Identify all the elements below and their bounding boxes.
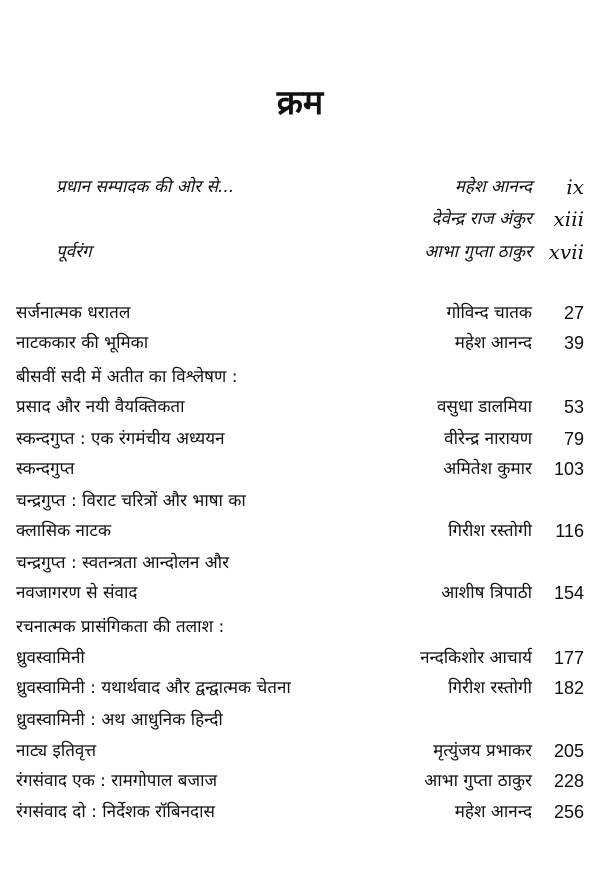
toc-title: क्लासिक नाटक bbox=[16, 521, 112, 541]
toc-row bbox=[0, 172, 600, 202]
toc-author: नन्दकिशोर आचार्य bbox=[420, 648, 532, 668]
toc-row bbox=[0, 673, 600, 703]
toc-row bbox=[0, 486, 600, 516]
toc-row bbox=[0, 392, 600, 422]
toc-title: पूर्वरंग bbox=[56, 242, 92, 262]
toc-title: रंगसंवाद एक : रामगोपाल बजाज bbox=[16, 771, 218, 791]
toc-row bbox=[0, 454, 600, 484]
toc-row bbox=[0, 424, 600, 454]
toc-title: नाटककार की भूमिका bbox=[16, 333, 149, 353]
toc-page: 27 bbox=[563, 303, 584, 323]
toc-page: 79 bbox=[563, 429, 584, 449]
toc-row bbox=[0, 766, 600, 796]
toc-title: सर्जनात्मक धरातल bbox=[16, 303, 131, 323]
toc-page: 256 bbox=[553, 802, 584, 822]
toc-title: चन्द्रगुप्त : विराट चरित्रों और भाषा का bbox=[16, 491, 246, 511]
toc-title: स्कन्दगुप्त : एक रंगमंचीय अध्ययन bbox=[16, 429, 225, 449]
toc-title: प्रधान सम्पादक की ओर से... bbox=[56, 177, 235, 197]
toc-page: 228 bbox=[553, 771, 584, 791]
toc-page: 154 bbox=[553, 583, 584, 603]
toc-page: ix bbox=[566, 175, 584, 199]
toc-author: महेश आनन्द bbox=[454, 333, 532, 353]
toc-author: आभा गुप्ता ठाकुर bbox=[424, 242, 532, 262]
toc-author: महेश आनन्द bbox=[454, 177, 532, 197]
toc-page: xvii bbox=[548, 240, 584, 264]
toc-row bbox=[0, 548, 600, 578]
toc-page: 53 bbox=[563, 397, 584, 417]
toc-title: प्रसाद और नयी वैयक्तिकता bbox=[16, 397, 185, 417]
toc-row bbox=[0, 705, 600, 735]
toc-row bbox=[0, 797, 600, 827]
toc-title: ध्रुवस्वामिनी : यथार्थवाद और द्वन्द्वात्मक चेतना bbox=[16, 678, 291, 698]
toc-author: वीरेन्द्र नारायण bbox=[444, 429, 532, 449]
toc-page: 182 bbox=[553, 678, 584, 698]
toc-title: बीसवीं सदी में अतीत का विश्लेषण : bbox=[16, 367, 238, 387]
toc-row bbox=[0, 237, 600, 267]
toc-title: नवजागरण से संवाद bbox=[16, 583, 138, 603]
toc-author: देवेन्द्र राज अंकुर bbox=[431, 209, 532, 229]
toc-author: आशीष त्रिपाठी bbox=[441, 583, 532, 603]
toc-page: 177 bbox=[553, 648, 584, 668]
toc-row bbox=[0, 612, 600, 642]
toc-page: 103 bbox=[553, 459, 584, 479]
toc-title: चन्द्रगुप्त : स्वतन्त्रता आन्दोलन और bbox=[16, 553, 230, 573]
toc-row bbox=[0, 578, 600, 608]
toc-title: रंगसंवाद दो : निर्देशक रॉबिनदास bbox=[16, 802, 215, 822]
toc-page: 116 bbox=[555, 521, 584, 541]
toc-title: स्कन्दगुप्त bbox=[16, 459, 75, 479]
toc-row bbox=[0, 362, 600, 392]
toc-author: आभा गुप्ता ठाकुर bbox=[424, 771, 532, 791]
toc-author: मृत्युंजय प्रभाकर bbox=[433, 741, 532, 761]
toc-row bbox=[0, 204, 600, 234]
toc-author: अमितेश कुमार bbox=[443, 459, 532, 479]
toc-title: ध्रुवस्वामिनी bbox=[16, 648, 85, 668]
toc-title: रचनात्मक प्रासंगिकता की तलाश : bbox=[16, 617, 225, 637]
toc-author: महेश आनन्द bbox=[454, 802, 532, 822]
page-title: क्रम bbox=[276, 83, 324, 123]
toc-row bbox=[0, 643, 600, 673]
toc-author: गोविन्द चातक bbox=[446, 303, 532, 323]
toc-author: वसुधा डालमिया bbox=[436, 397, 532, 417]
toc-title: नाट्य इतिवृत्त bbox=[16, 741, 97, 761]
toc-page: xiii bbox=[553, 207, 584, 231]
toc-row bbox=[0, 328, 600, 358]
toc-page: 205 bbox=[553, 741, 584, 761]
toc-page: 39 bbox=[563, 333, 584, 353]
toc-row bbox=[0, 516, 600, 546]
toc-author: गिरीश रस्तोगी bbox=[448, 521, 532, 541]
toc-author: गिरीश रस्तोगी bbox=[448, 678, 532, 698]
toc-row bbox=[0, 298, 600, 328]
toc-row bbox=[0, 736, 600, 766]
toc-title: ध्रुवस्वामिनी : अथ आधुनिक हिन्दी bbox=[16, 710, 223, 730]
